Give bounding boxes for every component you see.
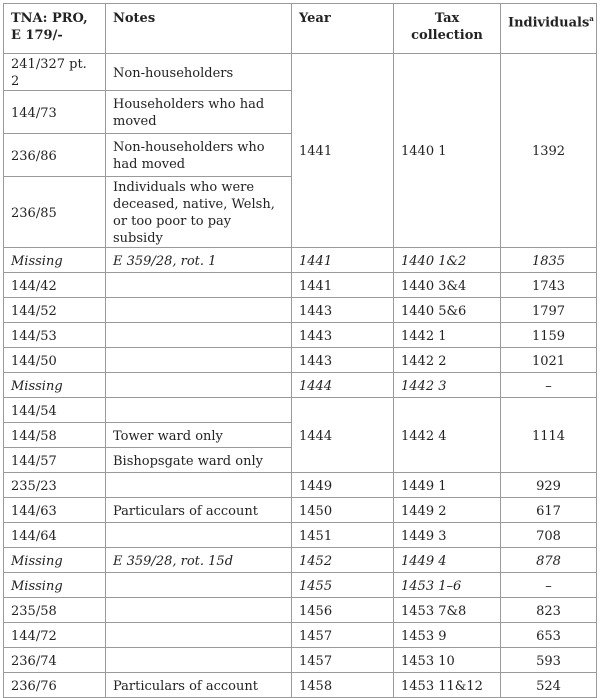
- notes-cell: [106, 598, 292, 623]
- ref-cell: Missing: [4, 573, 106, 598]
- notes-cell: [106, 623, 292, 648]
- tax-collection-cell: 1442 1: [394, 323, 501, 348]
- tax-collection-cell: 1440 1: [394, 54, 501, 248]
- tax-collection-cell: 1453 9: [394, 623, 501, 648]
- notes-cell: Particulars of account: [106, 673, 292, 698]
- notes-cell: Bishopsgate ward only: [106, 448, 292, 473]
- table-row: [4, 473, 597, 498]
- individuals-cell: 1743: [501, 273, 597, 298]
- individuals-cell: –: [501, 373, 597, 398]
- ref-cell: 144/52: [4, 298, 106, 323]
- notes-cell: [106, 348, 292, 373]
- ref-cell: 144/58: [4, 423, 106, 448]
- table-row: [4, 373, 597, 398]
- ref-cell: 144/53: [4, 323, 106, 348]
- year-cell: 1443: [292, 323, 394, 348]
- notes-cell: [106, 373, 292, 398]
- year-cell: 1451: [292, 523, 394, 548]
- year-cell: 1457: [292, 623, 394, 648]
- year-cell: 1449: [292, 473, 394, 498]
- table-row: [4, 523, 597, 548]
- header-individuals-label: Individuals: [508, 15, 590, 31]
- year-cell: 1450: [292, 498, 394, 523]
- ref-cell: 144/63: [4, 498, 106, 523]
- tax-records-table: [3, 3, 597, 698]
- individuals-cell: 1021: [501, 348, 597, 373]
- table-row: [4, 573, 597, 598]
- table-row: [4, 323, 597, 348]
- table-row: [4, 648, 597, 673]
- individuals-cell: 617: [501, 498, 597, 523]
- header-individuals: [501, 4, 597, 54]
- ref-cell: 236/76: [4, 673, 106, 698]
- individuals-cell: 708: [501, 523, 597, 548]
- notes-cell: Individuals who were deceased, native, Welsh, or too poor to pay subsidy: [106, 177, 292, 248]
- table-row: [4, 398, 597, 423]
- notes-cell: E 359/28, rot. 1: [106, 248, 292, 273]
- header-notes: Notes: [106, 4, 292, 54]
- individuals-cell: 823: [501, 598, 597, 623]
- individuals-cell: 878: [501, 548, 597, 573]
- notes-cell: Particulars of account: [106, 498, 292, 523]
- year-cell: 1441: [292, 273, 394, 298]
- table-row: [4, 598, 597, 623]
- header-row: [4, 4, 597, 54]
- tax-collection-cell: 1442 3: [394, 373, 501, 398]
- header-individuals-footnote-mark: a: [589, 14, 594, 23]
- year-cell: 1441: [292, 54, 394, 248]
- table-row: [4, 623, 597, 648]
- notes-cell: E 359/28, rot. 15d: [106, 548, 292, 573]
- tax-collection-cell: 1442 4: [394, 398, 501, 473]
- notes-cell: Householders who had moved: [106, 91, 292, 134]
- tax-collection-cell: 1453 7&8: [394, 598, 501, 623]
- year-cell: 1443: [292, 298, 394, 323]
- ref-cell: 144/73: [4, 91, 106, 134]
- ref-cell: 235/23: [4, 473, 106, 498]
- header-year: Year: [292, 4, 394, 54]
- table-row: [4, 673, 597, 698]
- ref-cell: 236/86: [4, 134, 106, 177]
- individuals-cell: 593: [501, 648, 597, 673]
- notes-cell: Non-householders who had moved: [106, 134, 292, 177]
- header-tna: TNA: PRO, E 179/-: [4, 4, 106, 54]
- ref-cell: 144/72: [4, 623, 106, 648]
- year-cell: 1452: [292, 548, 394, 573]
- year-cell: 1444: [292, 398, 394, 473]
- year-cell: 1458: [292, 673, 394, 698]
- notes-cell: [106, 273, 292, 298]
- ref-cell: 144/54: [4, 398, 106, 423]
- ref-cell: 241/327 pt. 2: [4, 54, 106, 91]
- year-cell: 1457: [292, 648, 394, 673]
- notes-cell: [106, 648, 292, 673]
- ref-cell: 144/42: [4, 273, 106, 298]
- tax-collection-cell: 1449 3: [394, 523, 501, 548]
- individuals-cell: –: [501, 573, 597, 598]
- notes-cell: [106, 298, 292, 323]
- ref-cell: 144/64: [4, 523, 106, 548]
- tax-collection-cell: 1453 11&12: [394, 673, 501, 698]
- individuals-cell: 1392: [501, 54, 597, 248]
- individuals-cell: 524: [501, 673, 597, 698]
- individuals-cell: 1114: [501, 398, 597, 473]
- table-row: [4, 348, 597, 373]
- table-row: [4, 548, 597, 573]
- individuals-cell: 1159: [501, 323, 597, 348]
- ref-cell: 235/58: [4, 598, 106, 623]
- ref-cell: 236/74: [4, 648, 106, 673]
- tax-collection-cell: 1453 10: [394, 648, 501, 673]
- tax-collection-cell: 1449 2: [394, 498, 501, 523]
- notes-cell: [106, 473, 292, 498]
- individuals-cell: 1835: [501, 248, 597, 273]
- ref-cell: 236/85: [4, 177, 106, 248]
- notes-cell: [106, 323, 292, 348]
- year-cell: 1441: [292, 248, 394, 273]
- year-cell: 1456: [292, 598, 394, 623]
- tax-collection-cell: 1449 4: [394, 548, 501, 573]
- tax-collection-cell: 1453 1–6: [394, 573, 501, 598]
- ref-cell: Missing: [4, 548, 106, 573]
- ref-cell: 144/50: [4, 348, 106, 373]
- year-cell: 1443: [292, 348, 394, 373]
- individuals-cell: 1797: [501, 298, 597, 323]
- header-tax-collection: Tax collection: [394, 4, 501, 54]
- table-row: [4, 273, 597, 298]
- table-row: [4, 54, 597, 91]
- notes-cell: [106, 398, 292, 423]
- tax-collection-cell: 1440 5&6: [394, 298, 501, 323]
- notes-cell: Tower ward only: [106, 423, 292, 448]
- table-row: [4, 248, 597, 273]
- tax-collection-cell: 1440 1&2: [394, 248, 501, 273]
- year-cell: 1455: [292, 573, 394, 598]
- notes-cell: [106, 523, 292, 548]
- ref-cell: Missing: [4, 373, 106, 398]
- table-row: [4, 298, 597, 323]
- tax-collection-cell: 1442 2: [394, 348, 501, 373]
- ref-cell: Missing: [4, 248, 106, 273]
- year-cell: 1444: [292, 373, 394, 398]
- ref-cell: 144/57: [4, 448, 106, 473]
- table-row: [4, 498, 597, 523]
- tax-collection-cell: 1440 3&4: [394, 273, 501, 298]
- notes-cell: Non-householders: [106, 54, 292, 91]
- individuals-cell: 929: [501, 473, 597, 498]
- notes-cell: [106, 573, 292, 598]
- individuals-cell: 653: [501, 623, 597, 648]
- tax-collection-cell: 1449 1: [394, 473, 501, 498]
